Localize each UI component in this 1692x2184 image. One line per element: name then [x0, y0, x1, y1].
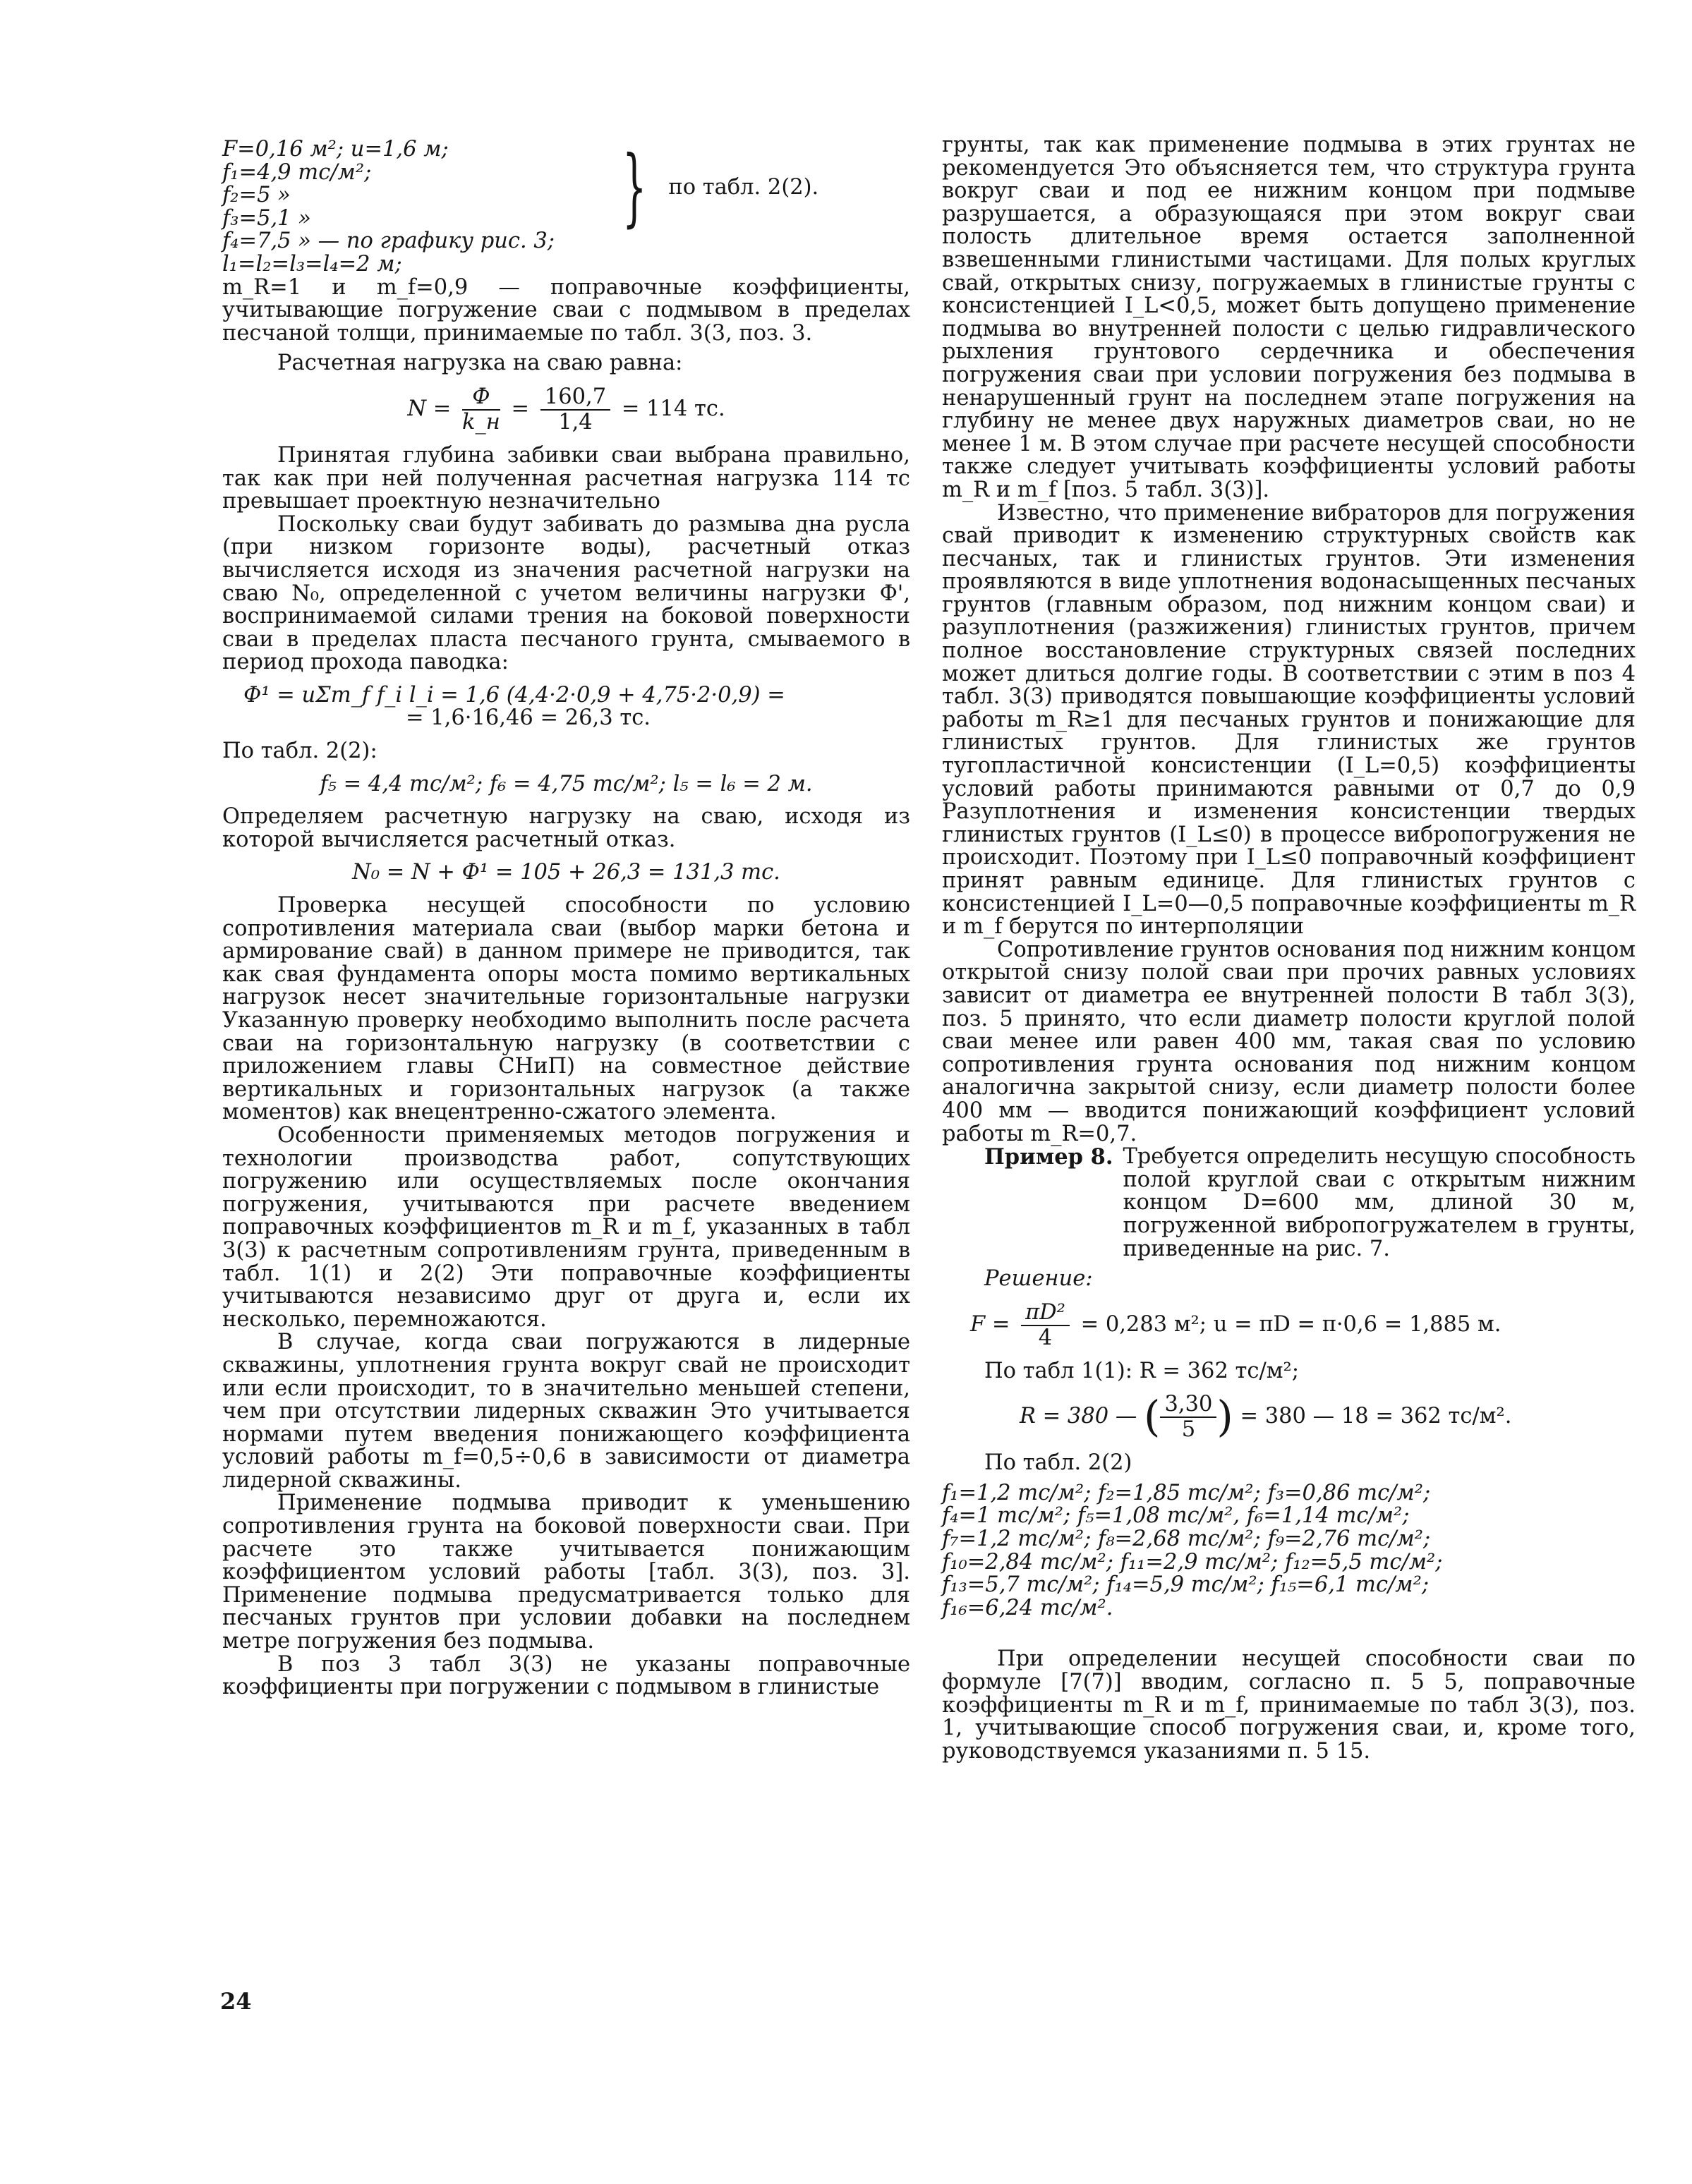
solution-heading: Решение:: [984, 1266, 1093, 1292]
right-paren-icon: ): [1216, 1392, 1233, 1442]
fraction-denominator: 4: [1038, 1325, 1053, 1350]
right-column: [942, 134, 1636, 1763]
paragraph: m_R=1 и m_f=0,9 — поправочные коэффициенты, учитывающие погружение сваи с подмывом в пределах песчаной толщи, принимаемые по табл. 3(3, поз. 3.: [222, 274, 910, 346]
paragraph: В случае, когда сваи погружаются в лидерные скважины, уплотнения грунта вокруг свай не происходит или если происходит, то в значительно меньшей степени, чем при отсутствии лидерных скважин Это учитывается нормами путем введения понижающего коэффициента условий работы m_f=0,5÷0,6 в зависимости от диаметра лидерной скважины.: [222, 1330, 910, 1493]
fraction: [462, 385, 500, 435]
list-item: f₁₆=6,24 тс/м².: [942, 1595, 1113, 1620]
list-item: f₁=1,2 тс/м²; f₂=1,85 тс/м²; f₃=0,86 тс/м²;: [942, 1480, 1431, 1505]
paragraph: Особенности применяемых методов погружения и технологии производства работ, сопутствующих погружению или осуществляемых после окончания погружения, учитываются при расчете введением поправочных коэффициентов m_R и m_f, указанных в табл 3(3) к расчетным сопротивлениям грунта, приведенным в табл. 1(1) и 2(2) Эти поправочные коэффициенты учитываются независимо друг от друга и, если их несколько, перемножаются.: [222, 1122, 910, 1332]
formula-part: = 0,283 м²; u = πD = π·0,6 = 1,885 м.: [1080, 1311, 1501, 1337]
formula-line: Ф¹ = uΣm_f f_i l_i = 1,6 (4,4·2·0,9 + 4,75·2·0,9) =: [243, 682, 785, 708]
paragraph: Принятая глубина забивки сваи выбрана правильно, так как при ней полученная расчетная нагрузка 114 тс превышает проектную незначительно: [222, 442, 910, 514]
paragraph: По табл. 2(2): [984, 1450, 1132, 1476]
brace-label: по табл. 2(2).: [668, 174, 819, 200]
list-item: f₁₀=2,84 тс/м²; f₁₁=2,9 тс/м²; f₁₂=5,5 тс/м²;: [942, 1549, 1443, 1575]
list-item: f₄=1 тс/м²; f₅=1,08 тс/м², f₆=1,14 тс/м²;: [942, 1503, 1410, 1529]
brace-group: [596, 138, 819, 236]
list-item: f₁₃=5,7 тс/м²; f₁₄=5,9 тс/м²; f₁₅=6,1 тс/м²;: [942, 1572, 1430, 1598]
paragraph: Поскольку сваи будут забивать до размыва дна русла (при низком горизонте воды), расчетный отказ вычисляется исходя из значения расчетной нагрузки на сваю N₀, определенной с учетом величины нагрузки Ф', воспринимаемой силами трения на боковой поверхности сваи в пределах пласта песчаного грунта, смываемого в период прохода паводка:: [222, 511, 910, 675]
paragraph: По табл. 2(2):: [222, 739, 377, 764]
paragraph: грунты, так как применение подмыва в этих грунтах не рекомендуется Это объясняется тем, что структура грунта вокруг сваи и под ее нижним концом при подмыве разрушается, а образующаяся при этом вокруг сваи полость длительное время остается заполненной взвешенными глинистыми частицами. Для полых круглых свай, открытых снизу, погружаемых в глинистые грунты с консистенцией I_L<0,5, может быть допущено применение подмыва во внутренней полости с целью гидравлического рыхления грунтового сердечника и обеспечения погружения сваи при условии погружения без подмыва в ненарушенный грунт на последнем этапе погружения на глубину не менее двух наружных диаметров сваи, но не менее 1 м. В этом случае при расчете несущей способности также следует учитывать коэффициенты условий работы m_R и m_f [поз. 5 табл. 3(3)].: [942, 133, 1636, 502]
paragraph: Известно, что применение вибраторов для погружения свай приводит к изменению структурных свойств как песчаных, так и глинистых грунтов. Эти изменения проявляются в виде уплотнения водонасыщенных песчаных грунтов (главным образом, под нижним концом сваи) и разуплотнения (разжижения) глинистых грунтов, причем полное восстановление структурных связей последних может длиться долгие годы. В соответствии с этим в поз 4 табл. 3(3) приводятся повышающие коэффициенты условий работы m_R≥1 для песчаных грунтов и понижающие для глинистых грунтов. Для глинистых же грунтов тугопластичной консистенции (I_L=0,5) коэффициенты условий работы принимаются равными от 0,7 до 0,9 Разуплотнения и изменения консистенции твердых глинистых грунтов (I_L≤0) в процессе вибропогружения не происходит. Поэтому при I_L≤0 поправочный коэффициент принят равным единице. Для глинистых грунтов с консистенцией I_L=0—0,5 поправочные коэффициенты m_R и m_f берутся по интерполяции: [942, 500, 1636, 940]
left-column: [222, 138, 910, 1699]
formula-part: =: [511, 396, 530, 421]
paragraph: При определении несущей способности сваи по формуле [7(7)] вводим, согласно п. 5 5, поправочные коэффициенты m_R и m_f, принимаемые по табл 3(3), поз. 1, учитывающие способ погружения сваи, и, кроме того, руководствуемся указаниями п. 5 15.: [942, 1646, 1636, 1764]
fraction-denominator: 5: [1181, 1417, 1196, 1443]
paragraph: В поз 3 табл 3(3) не указаны поправочные коэффициенты при погружении с подмывом в глинистые: [222, 1651, 910, 1700]
example-block: [984, 1146, 1636, 1261]
paragraph: Сопротивление грунтов основания под нижним концом открытой снизу полой сваи при прочих равных условиях зависит от диаметра ее внутренней полости В табл 3(3), поз. 5 принято, что если диаметр полости круглой полой сваи менее или равен 400 мм, такая свая по условию сопротивления грунта основания под нижним концом аналогична закрытой снизу, если диаметр полости более 400 мм — вводится понижающий коэффициент условий работы m_R=0,7.: [942, 937, 1636, 1146]
left-paren-icon: (: [1144, 1392, 1161, 1442]
formula-line: = 1,6·16,46 = 26,3 тс.: [406, 705, 651, 731]
list-item: F=0,16 м²; u=1,6 м;: [222, 137, 449, 162]
right-brace-icon: }: [622, 138, 647, 236]
fraction-numerator: 3,30: [1160, 1393, 1216, 1418]
formula-n: [222, 385, 910, 435]
fraction: [540, 385, 610, 435]
formula-r: [942, 1393, 1636, 1442]
formula-part: = 114 тс.: [621, 396, 725, 421]
coefficients-list: [222, 138, 555, 277]
formula-n0: N₀ = N + Ф¹ = 105 + 26,3 = 131,3 тс.: [352, 860, 780, 885]
fraction-denominator: k_н: [462, 409, 500, 435]
fraction: [1021, 1301, 1070, 1350]
formula-f5-f6: f₅ = 4,4 тс/м²; f₆ = 4,75 тс/м²; l₅ = l₆ = 2 м.: [320, 771, 813, 796]
paragraph: По табл 1(1): R = 362 тс/м²;: [984, 1358, 1300, 1383]
paragraph: Проверка несущей способности по условию сопротивления материала сваи (выбор марки бетона и армирование свай) в данном примере не приводится, так как свая фундамента опоры моста помимо вертикальных нагрузок несет значительные горизонтальные нагрузки Указанную проверку необходимо выполнить после расчета сваи на горизонтальную нагрузку (в соответствии с приложением главы СНиП) на совместное действие вертикальных и горизонтальных нагрузок (а также моментов) как внецентренно-сжатого элемента.: [222, 893, 910, 1125]
list-item: f₁=4,9 тс/м²;: [222, 159, 372, 185]
formula-part: F =: [970, 1311, 1010, 1337]
example-label: Пример 8.: [984, 1144, 1113, 1170]
fraction-numerator: πD²: [1021, 1301, 1070, 1326]
page-number: 24: [220, 1988, 252, 2015]
fraction-numerator: Ф: [462, 385, 500, 411]
fraction-numerator: 160,7: [540, 385, 610, 411]
list-item: f₇=1,2 тс/м²; f₈=2,68 тс/м²; f₉=2,76 тс/м²;: [942, 1527, 1431, 1552]
fraction-denominator: 1,4: [558, 409, 593, 435]
f-values-list: [942, 1482, 1636, 1620]
list-item: l₁=l₂=l₃=l₄=2 м;: [222, 251, 402, 277]
paragraph: Применение подмыва приводит к уменьшению сопротивления грунта на боковой поверхности сваи. При расчете это также учитывается понижающим коэффициентом условий работы [табл. 3(3), поз. 3]. Применение подмыва предусматривается только для песчаных грунтов при условии добавки на последнем метре погружения без подмыва.: [222, 1491, 910, 1654]
formula-part: R = 380 —: [1020, 1404, 1137, 1429]
fraction: [1160, 1393, 1216, 1442]
list-item: f₄=7,5 » — по графику рис. 3;: [222, 229, 555, 254]
example-text: Требуется определить несущую способность полой круглой сваи с открытым нижним концом D=600 мм, длиной 30 м, погруженной вибропогружателем в грунты, приведенные на рис. 7.: [1123, 1144, 1636, 1261]
paragraph: Расчетная нагрузка на сваю равна:: [277, 351, 683, 376]
list-item: f₂=5 »: [222, 183, 291, 208]
formula-part: N =: [407, 396, 452, 421]
formula-part: = 380 — 18 = 362 тс/м².: [1240, 1404, 1512, 1429]
paragraph: Определяем расчетную нагрузку на сваю, исходя из которой вычисляется расчетный отказ.: [222, 804, 910, 852]
formula-f-u: [942, 1301, 1636, 1350]
formula-phi: [222, 684, 910, 730]
list-item: f₃=5,1 »: [222, 205, 311, 231]
